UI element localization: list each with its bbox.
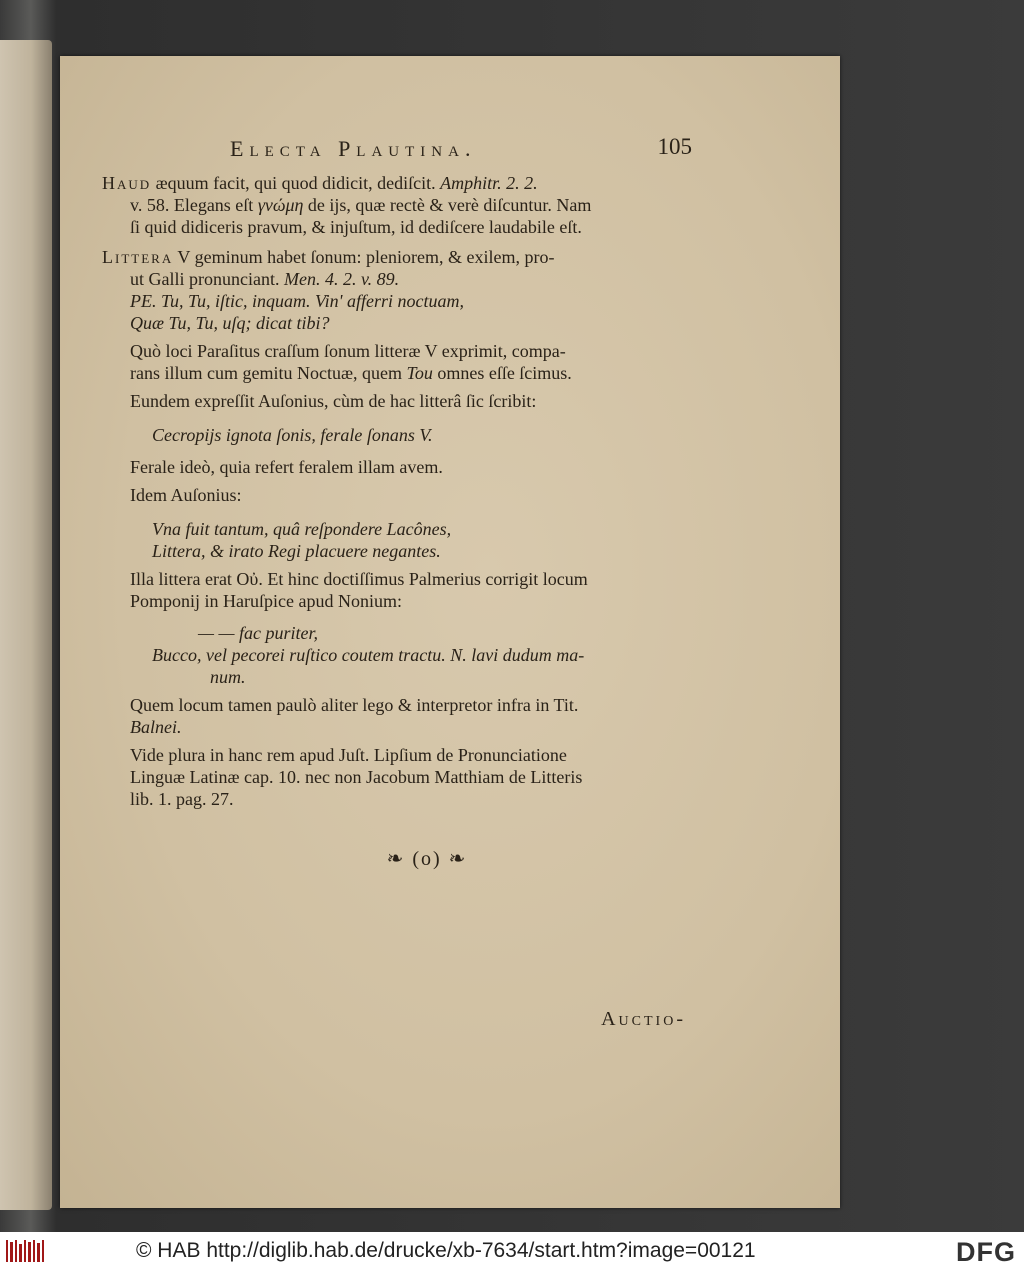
credit-link[interactable]: © HAB http://diglib.hab.de/drucke/xb-7634/start.htm?image=00121 [136, 1239, 756, 1262]
quote-3 [102, 518, 692, 562]
greek-word: γνώμη [257, 195, 304, 215]
quote-line: Quæ Tu, Tu, uſq; dicat tibi? [130, 313, 330, 333]
text-line: Vide plura in hanc rem apud Juſt. Lipſium de Pronunciatione [130, 745, 567, 765]
text-line: Balnei. [130, 717, 182, 737]
italic-word: Tou [406, 363, 433, 383]
paragraph-2 [102, 246, 692, 290]
text-line: æquum facit, qui quod didicit, dediſcit. [155, 173, 436, 193]
facing-page-edge [0, 40, 52, 1210]
running-title: Electa Plautina. [230, 136, 477, 161]
paragraph-1 [102, 172, 692, 238]
quote-2 [102, 424, 692, 446]
quote-line: num. [210, 667, 246, 687]
text-line: rans illum cum gemitu Noctuæ, quem [130, 363, 402, 383]
text-line: Pomponij in Haruſpice apud Nonium: [130, 591, 402, 611]
barcode-icon [6, 1238, 46, 1264]
citation: Amphitr. 2. 2. [440, 173, 538, 193]
footer-bar [0, 1232, 1024, 1270]
quote-line: PE. Tu, Tu, iſtic, inquam. Vin' afferri noctuam, [130, 291, 465, 311]
dfg-logo: DFG [956, 1237, 1016, 1267]
text-line: Quò loci Paraſitus craſſum ſonum litteræ V exprimit, compa- [130, 341, 566, 361]
paragraph-7 [102, 568, 692, 612]
quote-1 [102, 290, 692, 334]
quote-line: Littera, & irato Regi placuere negantes. [152, 541, 441, 561]
text-line: Eundem expreſſit Auſonius, cùm de hac litterâ ſic ſcribit: [130, 391, 537, 411]
paragraph-6 [102, 484, 692, 506]
paragraph-4 [102, 390, 692, 412]
text-line: Ferale ideò, quia refert feralem illam avem. [130, 457, 443, 477]
quote-line: — — fac puriter, [198, 623, 319, 643]
paragraph-8 [102, 694, 692, 738]
quote-line: Vna fuit tantum, quâ reſpondere Lacônes, [152, 519, 452, 539]
quote-line: Cecropijs ignota ſonis, ferale ſonans V. [152, 425, 433, 445]
lead-word: Littera [102, 247, 174, 267]
paragraph-3 [102, 340, 692, 384]
quote-4 [102, 622, 692, 688]
page-content [102, 128, 692, 1030]
text-line: ut Galli pronunciant. [130, 269, 280, 289]
text-line: Idem Auſonius: [130, 485, 242, 505]
text-line: lib. 1. pag. 27. [130, 789, 234, 809]
text-line: omnes eſſe ſcimus. [437, 363, 572, 383]
paragraph-9 [102, 744, 692, 810]
book-page [60, 56, 840, 1208]
paragraph-5 [102, 456, 692, 478]
text-line: Linguæ Latinæ cap. 10. nec non Jacobum Matthiam de Litteris [130, 767, 583, 787]
text-line: de ijs, quæ rectè & verè diſcuntur. Nam [307, 195, 592, 215]
page-header [102, 128, 692, 168]
text-line: Quem locum tamen paulò aliter lego & interpretor infra in Tit. [130, 695, 579, 715]
lead-word: Haud [102, 173, 152, 193]
text-line: V geminum habet ſonum: pleniorem, & exilem, pro- [177, 247, 555, 267]
ornament: ❧ (o) ❧ [386, 848, 468, 870]
citation: Men. 4. 2. v. 89. [283, 269, 400, 289]
text-line: Illa littera erat Oὐ. Et hinc doctiſſimus Palmerius corrigit locum [130, 569, 588, 589]
quote-line: Bucco, vel pecorei ruſtico coutem tractu. N. lavi dudum ma- [152, 645, 585, 665]
text-line: v. 58. Elegans eſt [130, 195, 254, 215]
catchword: Auctio- [601, 1008, 686, 1030]
text-line: ſi quid didiceris pravum, & injuſtum, id dediſcere laudabile eſt. [130, 217, 582, 237]
page-number: 105 [657, 134, 692, 159]
